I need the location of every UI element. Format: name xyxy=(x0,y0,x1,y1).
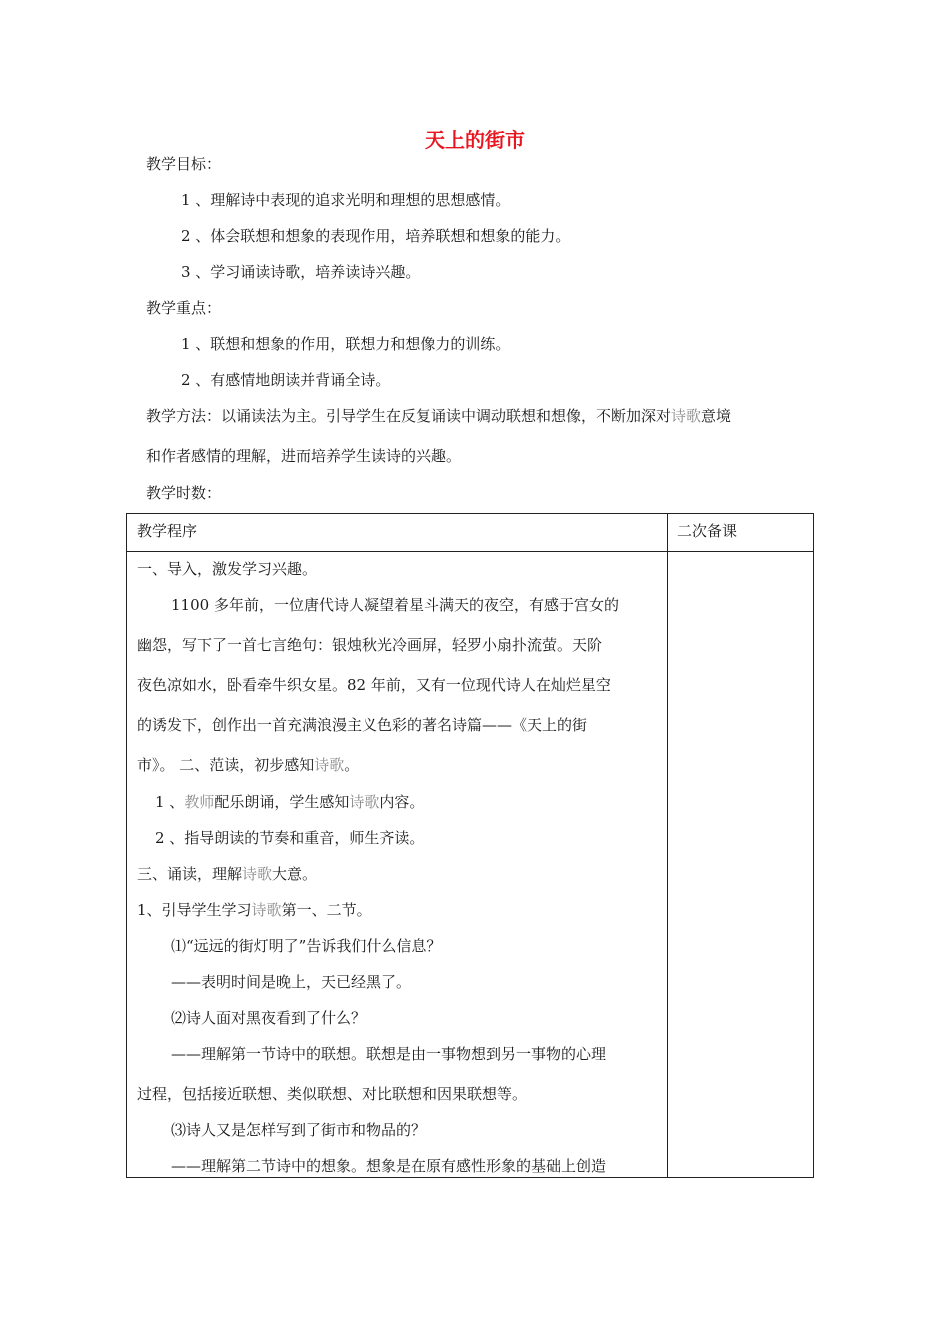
teacher-link[interactable]: 教师 xyxy=(184,793,215,811)
table-row: 夜色凉如水，卧看牵牛织女星。82 年前，又有一位现代诗人在灿烂星空 xyxy=(137,676,611,694)
table-row: 过程，包括接近联想、类似联想、对比联想和因果联想等。 xyxy=(137,1085,528,1103)
goal-item-2: 2 、体会联想和想象的表现作用，培养联想和想象的能力。 xyxy=(181,227,571,245)
table-row: ⑵诗人面对黑夜看到了什么？ xyxy=(171,1009,367,1027)
table-row: 一、导入，激发学习兴趣。 xyxy=(137,560,318,578)
row-text: 三、诵读，理解 xyxy=(137,865,243,883)
keypoints-heading: 教学重点： xyxy=(146,299,222,317)
table-row: ⑶诗人又是怎样写到了街市和物品的？ xyxy=(171,1121,427,1139)
keypoint-item-1: 1 、联想和想象的作用，联想力和想像力的训练。 xyxy=(181,335,511,353)
hours-heading: 教学时数： xyxy=(146,484,222,502)
page-title: 天上的街市 xyxy=(425,128,525,152)
header-divider xyxy=(127,551,813,552)
goal-item-1: 1 、理解诗中表现的追求光明和理想的思想感情。 xyxy=(181,191,511,209)
row-text: 大意。 xyxy=(272,865,318,883)
poetry-link[interactable]: 诗歌 xyxy=(314,756,345,774)
method-line-1 xyxy=(146,405,731,426)
table-row xyxy=(155,791,424,812)
row-text: 内容。 xyxy=(379,793,425,811)
table-row: 2 、指导朗读的节奏和重音，师生齐读。 xyxy=(155,829,425,847)
method-text: 教学方法：以诵读法为主。引导学生在反复诵读中调动联想和想像，不断加深对 xyxy=(146,407,672,425)
poetry-link[interactable]: 诗歌 xyxy=(251,901,282,919)
column-divider xyxy=(667,514,668,1177)
table-row: 幽怨，写下了一首七言绝句：银烛秋光冷画屏，轻罗小扇扑流萤。天阶 xyxy=(137,636,603,654)
lesson-table xyxy=(126,513,814,1178)
table-row: 1100 多年前，一位唐代诗人凝望着星斗满天的夜空，有感于宫女的 xyxy=(171,596,619,614)
row-text: 。 xyxy=(344,756,360,774)
col-header-procedure: 教学程序 xyxy=(137,522,198,540)
method-line-2: 和作者感情的理解，进而培养学生读诗的兴趣。 xyxy=(146,447,462,465)
table-row xyxy=(137,863,317,884)
poetry-link[interactable]: 诗歌 xyxy=(349,793,380,811)
table-row: ——表明时间是晚上，天已经黑了。 xyxy=(171,973,412,991)
table-row xyxy=(137,754,359,775)
table-row xyxy=(137,899,372,920)
table-row: 的诱发下，创作出一首充满浪漫主义色彩的著名诗篇——《天上的街 xyxy=(137,716,588,734)
row-text: 1 、 xyxy=(155,793,185,811)
table-row: ⑴“远远的街灯明了”告诉我们什么信息？ xyxy=(171,937,442,955)
method-text-end: 意境 xyxy=(701,407,732,425)
goal-item-3: 3 、学习诵读诗歌，培养读诗兴趣。 xyxy=(181,263,421,281)
row-text: 1、引导学生学习 xyxy=(137,901,252,919)
keypoint-item-2: 2 、有感情地朗读并背诵全诗。 xyxy=(181,371,391,389)
goals-heading: 教学目标： xyxy=(146,155,222,173)
col-header-second-prep: 二次备课 xyxy=(677,522,738,540)
table-row: ——理解第二节诗中的想象。想象是在原有感性形象的基础上创造 xyxy=(171,1157,607,1175)
table-row: ——理解第一节诗中的联想。联想是由一事物想到另一事物的心理 xyxy=(171,1045,607,1063)
row-text: 市》。 二、范读，初步感知 xyxy=(137,756,315,774)
poetry-link[interactable]: 诗歌 xyxy=(671,407,702,425)
row-text: 第一、二节。 xyxy=(281,901,372,919)
poetry-link[interactable]: 诗歌 xyxy=(242,865,273,883)
row-text: 配乐朗诵，学生感知 xyxy=(214,793,350,811)
